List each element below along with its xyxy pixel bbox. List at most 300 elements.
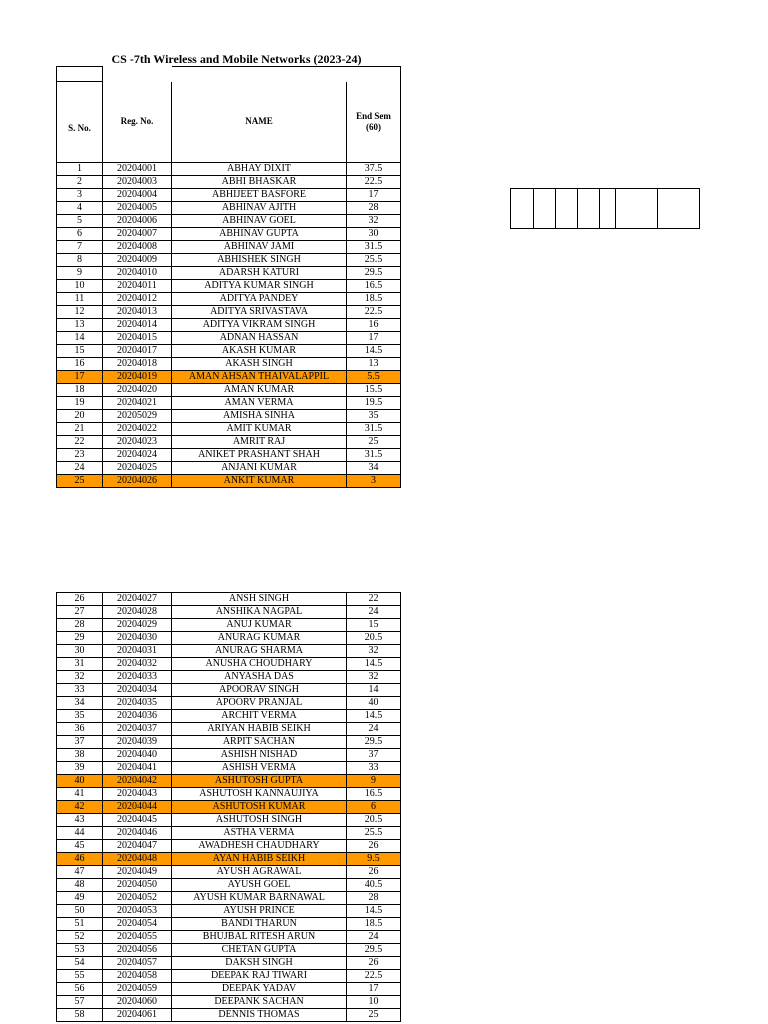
table-row [57, 449, 401, 462]
reg-no-cell: 20205029 [103, 410, 172, 423]
reg-no-cell: 20204045 [103, 814, 172, 827]
table-row [57, 423, 401, 436]
reg-no-cell: 20204012 [103, 293, 172, 306]
marks-cell: 19.5 [347, 397, 401, 410]
marks-cell: 25 [347, 1009, 401, 1022]
name-cell: ANUJ KUMAR [172, 619, 347, 632]
reg-no-cell: 20204055 [103, 931, 172, 944]
sno-cell: 51 [57, 918, 103, 931]
marks-cell: 29.5 [347, 267, 401, 280]
table-row [57, 801, 401, 814]
marks-cell: 31.5 [347, 423, 401, 436]
empty-box-divider [615, 189, 616, 228]
reg-no-cell: 20204061 [103, 1009, 172, 1022]
table-row [57, 267, 401, 280]
table-row [57, 788, 401, 801]
name-cell: APOORV PRANJAL [172, 697, 347, 710]
marks-cell: 9 [347, 775, 401, 788]
marks-cell: 20.5 [347, 632, 401, 645]
marks-cell: 17 [347, 332, 401, 345]
sno-cell: 55 [57, 970, 103, 983]
reg-no-cell: 20204035 [103, 697, 172, 710]
name-cell: ANSHIKA NAGPAL [172, 606, 347, 619]
reg-no-cell: 20204052 [103, 892, 172, 905]
table-row [57, 814, 401, 827]
name-cell: ANUSHA CHOUDHARY [172, 658, 347, 671]
table-row [57, 866, 401, 879]
table-row [57, 475, 401, 488]
name-cell: ABHISHEK SINGH [172, 254, 347, 267]
reg-no-cell: 20204021 [103, 397, 172, 410]
reg-no-cell: 20204054 [103, 918, 172, 931]
sno-cell: 32 [57, 671, 103, 684]
name-cell: ABHIJEET BASFORE [172, 189, 347, 202]
sno-cell: 26 [57, 593, 103, 606]
reg-no-cell: 20204049 [103, 866, 172, 879]
reg-no-cell: 20204037 [103, 723, 172, 736]
reg-no-cell: 20204003 [103, 176, 172, 189]
marks-cell: 35 [347, 410, 401, 423]
table-row [57, 345, 401, 358]
name-header: NAME [172, 82, 347, 163]
name-cell: ARIYAN HABIB SEIKH [172, 723, 347, 736]
table-row [57, 358, 401, 371]
table-row [57, 462, 401, 475]
reg-no-cell: 20204041 [103, 762, 172, 775]
marks-cell: 31.5 [347, 241, 401, 254]
name-cell: ASHUTOSH KUMAR [172, 801, 347, 814]
reg-no-cell: 20204053 [103, 905, 172, 918]
table-row [57, 1009, 401, 1022]
marks-cell: 16.5 [347, 788, 401, 801]
sno-cell: 50 [57, 905, 103, 918]
marks-cell: 33 [347, 762, 401, 775]
marks-cell: 18.5 [347, 918, 401, 931]
sno-cell: 49 [57, 892, 103, 905]
marks-cell: 32 [347, 671, 401, 684]
reg-no-cell: 20204057 [103, 957, 172, 970]
sno-header: S. No. [57, 82, 103, 163]
empty-box-divider [657, 189, 658, 228]
name-cell: AMAN KUMAR [172, 384, 347, 397]
reg-no-cell: 20204059 [103, 983, 172, 996]
table-row [57, 658, 401, 671]
sno-cell: 8 [57, 254, 103, 267]
table-row [57, 827, 401, 840]
sno-cell: 54 [57, 957, 103, 970]
table-row [57, 254, 401, 267]
name-cell: ASHUTOSH SINGH [172, 814, 347, 827]
marks-cell: 16.5 [347, 280, 401, 293]
marks-cell: 25.5 [347, 254, 401, 267]
empty-box-divider [599, 189, 600, 228]
reg-no-cell: 20204018 [103, 358, 172, 371]
marks-cell: 37 [347, 749, 401, 762]
table-row [57, 606, 401, 619]
name-cell: ASHUTOSH KANNAUJIYA [172, 788, 347, 801]
reg-no-cell: 20204015 [103, 332, 172, 345]
table-row [57, 410, 401, 423]
marks-cell: 40 [347, 697, 401, 710]
sno-cell: 40 [57, 775, 103, 788]
table-row [57, 163, 401, 176]
marks-cell: 26 [347, 957, 401, 970]
table-row [57, 293, 401, 306]
table-row [57, 892, 401, 905]
sno-cell: 7 [57, 241, 103, 254]
name-cell: AMIT KUMAR [172, 423, 347, 436]
sno-cell: 6 [57, 228, 103, 241]
sno-cell: 18 [57, 384, 103, 397]
reg-no-cell: 20204060 [103, 996, 172, 1009]
sno-cell: 21 [57, 423, 103, 436]
table-row [57, 931, 401, 944]
name-cell: AMRIT RAJ [172, 436, 347, 449]
sno-cell: 45 [57, 840, 103, 853]
sno-cell: 11 [57, 293, 103, 306]
table-row [57, 710, 401, 723]
table-row [57, 215, 401, 228]
marks-cell: 34 [347, 462, 401, 475]
marks-cell: 28 [347, 202, 401, 215]
sno-cell: 38 [57, 749, 103, 762]
reg-no-cell: 20204027 [103, 593, 172, 606]
name-cell: ANYASHA DAS [172, 671, 347, 684]
reg-no-cell: 20204004 [103, 189, 172, 202]
name-cell: ADNAN HASSAN [172, 332, 347, 345]
marks-cell: 15 [347, 619, 401, 632]
table-row [57, 853, 401, 866]
name-cell: ADITYA SRIVASTAVA [172, 306, 347, 319]
name-cell: ADITYA PANDEY [172, 293, 347, 306]
name-cell: AKASH SINGH [172, 358, 347, 371]
reg-no-cell: 20204050 [103, 879, 172, 892]
sno-cell: 28 [57, 619, 103, 632]
marks-cell: 22 [347, 593, 401, 606]
empty-box-divider [533, 189, 534, 228]
name-cell: ANKIT KUMAR [172, 475, 347, 488]
sno-cell: 44 [57, 827, 103, 840]
table-row [57, 970, 401, 983]
table-row [57, 371, 401, 384]
table-row [57, 840, 401, 853]
marks-cell: 20.5 [347, 814, 401, 827]
marks-cell: 17 [347, 983, 401, 996]
reg-no-cell: 20204056 [103, 944, 172, 957]
table-row [57, 697, 401, 710]
marks-cell: 24 [347, 931, 401, 944]
sno-cell: 58 [57, 1009, 103, 1022]
end-sem-header [347, 82, 401, 163]
marks-cell: 22.5 [347, 306, 401, 319]
name-cell: AMISHA SINHA [172, 410, 347, 423]
table-row [57, 775, 401, 788]
reg-no-cell: 20204048 [103, 853, 172, 866]
sheet-title: CS -7th Wireless and Mobile Networks (2023-24) [111, 52, 362, 66]
name-cell: ABHI BHASKAR [172, 176, 347, 189]
marks-cell: 22.5 [347, 970, 401, 983]
sno-cell: 56 [57, 983, 103, 996]
name-cell: ADITYA KUMAR SINGH [172, 280, 347, 293]
marks-cell: 14 [347, 684, 401, 697]
name-cell: ADITYA VIKRAM SINGH [172, 319, 347, 332]
empty-box-divider [555, 189, 556, 228]
reg-no-cell: 20204043 [103, 788, 172, 801]
header-blank-cell [57, 67, 103, 82]
table-row [57, 189, 401, 202]
table-row [57, 749, 401, 762]
marks-table-2 [56, 592, 401, 1022]
name-cell: CHETAN GUPTA [172, 944, 347, 957]
marks-cell: 30 [347, 228, 401, 241]
sno-cell: 23 [57, 449, 103, 462]
reg-no-cell: 20204007 [103, 228, 172, 241]
name-cell: AYAN HABIB SEIKH [172, 853, 347, 866]
marks-cell: 13 [347, 358, 401, 371]
name-cell: ASHUTOSH GUPTA [172, 775, 347, 788]
sno-cell: 27 [57, 606, 103, 619]
marks-cell: 26 [347, 866, 401, 879]
marks-cell: 3 [347, 475, 401, 488]
table-row [57, 202, 401, 215]
reg-no-cell: 20204014 [103, 319, 172, 332]
sno-cell: 46 [57, 853, 103, 866]
reg-no-cell: 20204044 [103, 801, 172, 814]
name-cell: ASHISH NISHAD [172, 749, 347, 762]
marks-cell: 17 [347, 189, 401, 202]
reg-no-cell: 20204020 [103, 384, 172, 397]
name-cell: DEEPANK SACHAN [172, 996, 347, 1009]
table-row [57, 996, 401, 1009]
marks-cell: 25.5 [347, 827, 401, 840]
reg-no-cell: 20204036 [103, 710, 172, 723]
reg-no-cell: 20204047 [103, 840, 172, 853]
sno-cell: 12 [57, 306, 103, 319]
marks-cell: 29.5 [347, 944, 401, 957]
marks-table-1 [56, 66, 401, 488]
table-row [57, 593, 401, 606]
reg-no-cell: 20204028 [103, 606, 172, 619]
name-cell: ARCHIT VERMA [172, 710, 347, 723]
name-cell: ABHINAV JAMI [172, 241, 347, 254]
reg-no-cell: 20204011 [103, 280, 172, 293]
reg-no-cell: 20204031 [103, 645, 172, 658]
table-row [57, 684, 401, 697]
marks-cell: 14.5 [347, 345, 401, 358]
name-cell: AKASH KUMAR [172, 345, 347, 358]
name-cell: ASHISH VERMA [172, 762, 347, 775]
reg-no-cell: 20204039 [103, 736, 172, 749]
marks-cell: 32 [347, 215, 401, 228]
table-row [57, 176, 401, 189]
marks-cell: 28 [347, 892, 401, 905]
sno-cell: 36 [57, 723, 103, 736]
reg-no-cell: 20204008 [103, 241, 172, 254]
marks-cell: 26 [347, 840, 401, 853]
table-row [57, 306, 401, 319]
table-row [57, 918, 401, 931]
name-cell: DAKSH SINGH [172, 957, 347, 970]
table-row [57, 319, 401, 332]
name-cell: AYUSH PRINCE [172, 905, 347, 918]
sno-cell: 57 [57, 996, 103, 1009]
sno-cell: 30 [57, 645, 103, 658]
sno-cell: 29 [57, 632, 103, 645]
reg-no-cell: 20204025 [103, 462, 172, 475]
name-cell: ANIKET PRASHANT SHAH [172, 449, 347, 462]
sno-cell: 3 [57, 189, 103, 202]
reg-no-cell: 20204024 [103, 449, 172, 462]
reg-no-cell: 20204034 [103, 684, 172, 697]
name-cell: DEEPAK YADAV [172, 983, 347, 996]
reg-no-cell: 20204046 [103, 827, 172, 840]
header-row [57, 82, 401, 163]
table-row [57, 228, 401, 241]
table-row [57, 762, 401, 775]
marks-cell: 14.5 [347, 905, 401, 918]
table-row [57, 957, 401, 970]
sno-cell: 34 [57, 697, 103, 710]
table-row [57, 332, 401, 345]
reg-no-cell: 20204001 [103, 163, 172, 176]
empty-box-divider [577, 189, 578, 228]
sno-cell: 5 [57, 215, 103, 228]
reg-no-cell: 20204029 [103, 619, 172, 632]
sno-cell: 20 [57, 410, 103, 423]
header-blank-row [57, 67, 401, 82]
sno-cell: 52 [57, 931, 103, 944]
table-row [57, 397, 401, 410]
table-row [57, 944, 401, 957]
table-row [57, 905, 401, 918]
reg-no-cell: 20204042 [103, 775, 172, 788]
header-blank-cell [103, 67, 172, 82]
table-row [57, 736, 401, 749]
marks-cell: 37.5 [347, 163, 401, 176]
name-cell: DEEPAK RAJ TIWARI [172, 970, 347, 983]
marks-cell: 9.5 [347, 853, 401, 866]
name-cell: ABHAY DIXIT [172, 163, 347, 176]
name-cell: APOORAV SINGH [172, 684, 347, 697]
sno-cell: 41 [57, 788, 103, 801]
marks-cell: 22.5 [347, 176, 401, 189]
reg-no-header: Reg. No. [103, 82, 172, 163]
marks-cell: 29.5 [347, 736, 401, 749]
reg-no-cell: 20204017 [103, 345, 172, 358]
reg-no-cell: 20204026 [103, 475, 172, 488]
marks-cell: 6 [347, 801, 401, 814]
sno-cell: 17 [57, 371, 103, 384]
name-cell: BHUJBAL RITESH ARUN [172, 931, 347, 944]
sno-cell: 47 [57, 866, 103, 879]
sno-cell: 16 [57, 358, 103, 371]
sno-cell: 10 [57, 280, 103, 293]
sno-cell: 31 [57, 658, 103, 671]
table-row [57, 436, 401, 449]
name-cell: ADARSH KATURI [172, 267, 347, 280]
sno-cell: 42 [57, 801, 103, 814]
sno-cell: 37 [57, 736, 103, 749]
reg-no-cell: 20204013 [103, 306, 172, 319]
sno-cell: 48 [57, 879, 103, 892]
header-blank-cell [172, 67, 347, 82]
sno-cell: 53 [57, 944, 103, 957]
sno-cell: 4 [57, 202, 103, 215]
marks-cell: 25 [347, 436, 401, 449]
table-row [57, 983, 401, 996]
sno-cell: 24 [57, 462, 103, 475]
reg-no-cell: 20204009 [103, 254, 172, 267]
name-cell: AYUSH KUMAR BARNAWAL [172, 892, 347, 905]
sno-cell: 35 [57, 710, 103, 723]
marks-cell: 31.5 [347, 449, 401, 462]
sno-cell: 43 [57, 814, 103, 827]
name-cell: BANDI THARUN [172, 918, 347, 931]
name-cell: ANURAG KUMAR [172, 632, 347, 645]
end-sem-max-label: (60) [366, 121, 381, 132]
name-cell: AYUSH AGRAWAL [172, 866, 347, 879]
marks-cell: 5.5 [347, 371, 401, 384]
sno-cell: 25 [57, 475, 103, 488]
sno-cell: 14 [57, 332, 103, 345]
name-cell: ABHINAV GOEL [172, 215, 347, 228]
reg-no-cell: 20204019 [103, 371, 172, 384]
marks-cell: 24 [347, 723, 401, 736]
name-cell: ASTHA VERMA [172, 827, 347, 840]
sno-cell: 1 [57, 163, 103, 176]
reg-no-cell: 20204010 [103, 267, 172, 280]
name-cell: AMAN AHSAN THAIVALAPPIL [172, 371, 347, 384]
reg-no-cell: 20204058 [103, 970, 172, 983]
table-row [57, 723, 401, 736]
marks-cell: 14.5 [347, 710, 401, 723]
end-sem-label: End Sem [356, 110, 391, 121]
reg-no-cell: 20204033 [103, 671, 172, 684]
sno-cell: 19 [57, 397, 103, 410]
name-cell: ARPIT SACHAN [172, 736, 347, 749]
name-cell: ABHINAV GUPTA [172, 228, 347, 241]
table-row [57, 619, 401, 632]
header-blank-cell [347, 67, 401, 82]
reg-no-cell: 20204006 [103, 215, 172, 228]
table-row [57, 241, 401, 254]
table-row [57, 384, 401, 397]
reg-no-cell: 20204023 [103, 436, 172, 449]
sno-cell: 39 [57, 762, 103, 775]
reg-no-cell: 20204032 [103, 658, 172, 671]
marks-cell: 32 [347, 645, 401, 658]
marks-cell: 24 [347, 606, 401, 619]
marks-cell: 14.5 [347, 658, 401, 671]
name-cell: ANJANI KUMAR [172, 462, 347, 475]
sno-cell: 9 [57, 267, 103, 280]
table-row [57, 671, 401, 684]
name-cell: ABHINAV AJITH [172, 202, 347, 215]
empty-box-strip [510, 188, 700, 229]
name-cell: AYUSH GOEL [172, 879, 347, 892]
name-cell: AMAN VERMA [172, 397, 347, 410]
sno-cell: 33 [57, 684, 103, 697]
name-cell: ANURAG SHARMA [172, 645, 347, 658]
marks-cell: 15.5 [347, 384, 401, 397]
marks-cell: 10 [347, 996, 401, 1009]
table-row [57, 879, 401, 892]
reg-no-cell: 20204030 [103, 632, 172, 645]
reg-no-cell: 20204005 [103, 202, 172, 215]
sno-cell: 22 [57, 436, 103, 449]
table-row [57, 632, 401, 645]
marks-cell: 16 [347, 319, 401, 332]
